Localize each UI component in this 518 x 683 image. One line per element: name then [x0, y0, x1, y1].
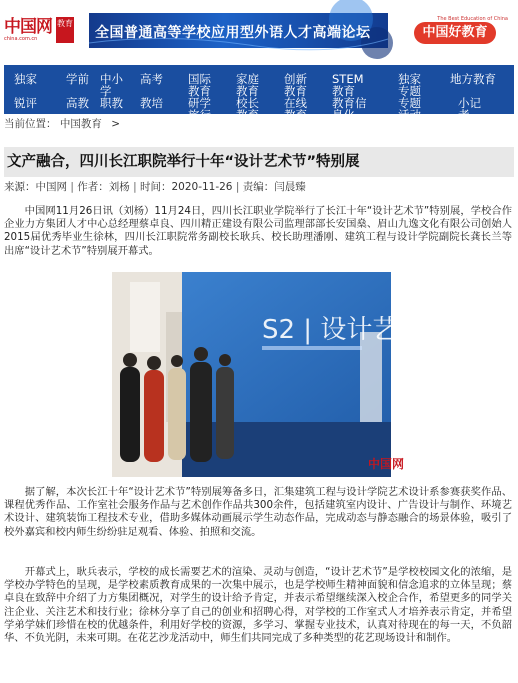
good-education-text: 中国好教育	[414, 22, 496, 44]
source-value[interactable]: 中国网	[35, 181, 67, 193]
editor-value: 闫晨臻	[274, 181, 306, 193]
nav-item-principal[interactable]: 校长教育	[236, 96, 259, 122]
article-meta: 来源：中国网 | 作者：刘杨 | 时间：2020-11-26 | 责编：闫晨臻	[4, 181, 306, 193]
nav-item-training[interactable]: 教培	[140, 96, 163, 110]
forum-banner[interactable]	[89, 13, 388, 48]
breadcrumb-item[interactable]: 中国教育	[59, 118, 102, 130]
banner-text: 全国普通高等学校应用型外语人才高端论坛	[95, 25, 371, 41]
breadcrumb	[4, 117, 514, 131]
article-paragraph-1: 中国网11月26日讯（刘杨）11月24日，四川长江职业学院举行了长江十年“设计艺术节”特别展，学校合作企业力方集团人才中心总经理蔡卓良、四川精正建设有限公司监理部部长安国燊、眉山九逸文化有限公司创始人2015届优秀毕业生徐林，四川长江职院常务副校长耿兵、校长助理潘刚、建筑工程与设计学院副院长龚长兰等出席“设计艺术节”特别展开幕式。	[4, 205, 512, 257]
nav-item-k12[interactable]: 中小学	[100, 72, 123, 98]
exhibition-photo	[112, 272, 425, 477]
good-education-sub: The Best Education of China	[437, 16, 508, 22]
time-value: 2020-11-26	[171, 181, 233, 193]
nav-item-stem[interactable]: STEM教育	[332, 72, 364, 98]
article-paragraph-3: 开幕式上，耿兵表示，学校的成长需要艺术的渲染、灵动与创造，“设计艺术节”是学校校园文化的浓缩，是学校办学特色的呈现，是学校素质教育成果的一次集中展示，也是学校师生精神面貌和信念追求的立体呈现；蔡卓良在致辞中介绍了力方集团概况，对学生的设计给予肯定，并表示希望继续深入校企合作，希望更多的同学关注企业、关注艺术和技行业；徐林分享了自己的创业和招聘心得，对学校的工作室式人才培养表示肯定，并希望学弟学妹们珍惜在校的优越条件，利用好学校的资源，多学习、掌握专业技术，认真对待现在的每一天，不负韶华、不负光阴，未来可期。在花艺沙龙活动中，师生们共同完成了多种类型的花艺现场设计和制作。	[4, 566, 512, 645]
nav-item-reporter[interactable]: 小记者	[458, 96, 481, 122]
nav-item-study-tour[interactable]: 研学旅行	[188, 96, 211, 122]
main-nav	[4, 65, 514, 122]
article-title: 文产融合，四川长江职院举行十年“设计艺术节”特别展	[4, 147, 514, 177]
nav-item-gaokao[interactable]: 高考	[140, 72, 163, 86]
photo-watermark: 中国网	[368, 457, 405, 471]
editor-label: 责编：	[242, 181, 275, 193]
nav-item-higher-edu[interactable]: 高教	[66, 96, 89, 110]
nav-item-local[interactable]: 地方教育	[450, 72, 496, 86]
breadcrumb-label: 当前位置：	[4, 118, 57, 130]
nav-item-family[interactable]: 家庭教育	[236, 72, 259, 98]
logo-url: china.com.cn	[4, 36, 38, 42]
nav-item-innovation[interactable]: 创新教育	[284, 72, 307, 98]
site-logo[interactable]	[4, 18, 56, 44]
nav-item-commentary[interactable]: 锐评	[14, 96, 37, 110]
author-value: 刘杨	[108, 181, 130, 193]
author-label: 作者：	[77, 181, 109, 193]
photo-sign-text: S2 | 设计艺术	[262, 315, 425, 345]
time-label: 时间：	[139, 181, 172, 193]
channel-tag-education[interactable]: 教育	[56, 17, 74, 43]
nav-item-special[interactable]: 独家专题	[398, 72, 421, 98]
breadcrumb-separator: >	[111, 118, 120, 130]
article-paragraph-2: 据了解，本次长江十年“设计艺术节”特别展筹备多日，汇集建筑工程与设计学院艺术设计系参赛获奖作品、课程优秀作品、工作室社会服务作品与艺术创作作品共300余件，包括建筑室内设计、广告设计与制作、环境艺术设计、建筑装饰工程技术专业，借助多媒体动画展示学生动态作品，完成动态与静态融合的场景体验，吸引了校外嘉宾和校内师生纷纷驻足观看、体验、拍照和交流。	[4, 486, 512, 538]
logo-text: 中国网	[4, 17, 52, 37]
nav-item-vocational[interactable]: 职教	[100, 96, 123, 110]
source-label: 来源：	[4, 181, 36, 193]
nav-item-exclusive[interactable]: 独家	[14, 72, 37, 86]
header	[0, 0, 518, 62]
article-photo	[112, 272, 425, 477]
nav-item-preschool[interactable]: 学前	[66, 72, 89, 86]
good-education-logo[interactable]	[410, 14, 508, 48]
nav-item-events[interactable]: 专题活动	[398, 96, 421, 122]
nav-item-online[interactable]: 在线教育	[284, 96, 307, 122]
nav-item-edtech[interactable]: 教育信息化	[332, 96, 367, 122]
nav-item-international[interactable]: 国际教育	[188, 72, 211, 98]
